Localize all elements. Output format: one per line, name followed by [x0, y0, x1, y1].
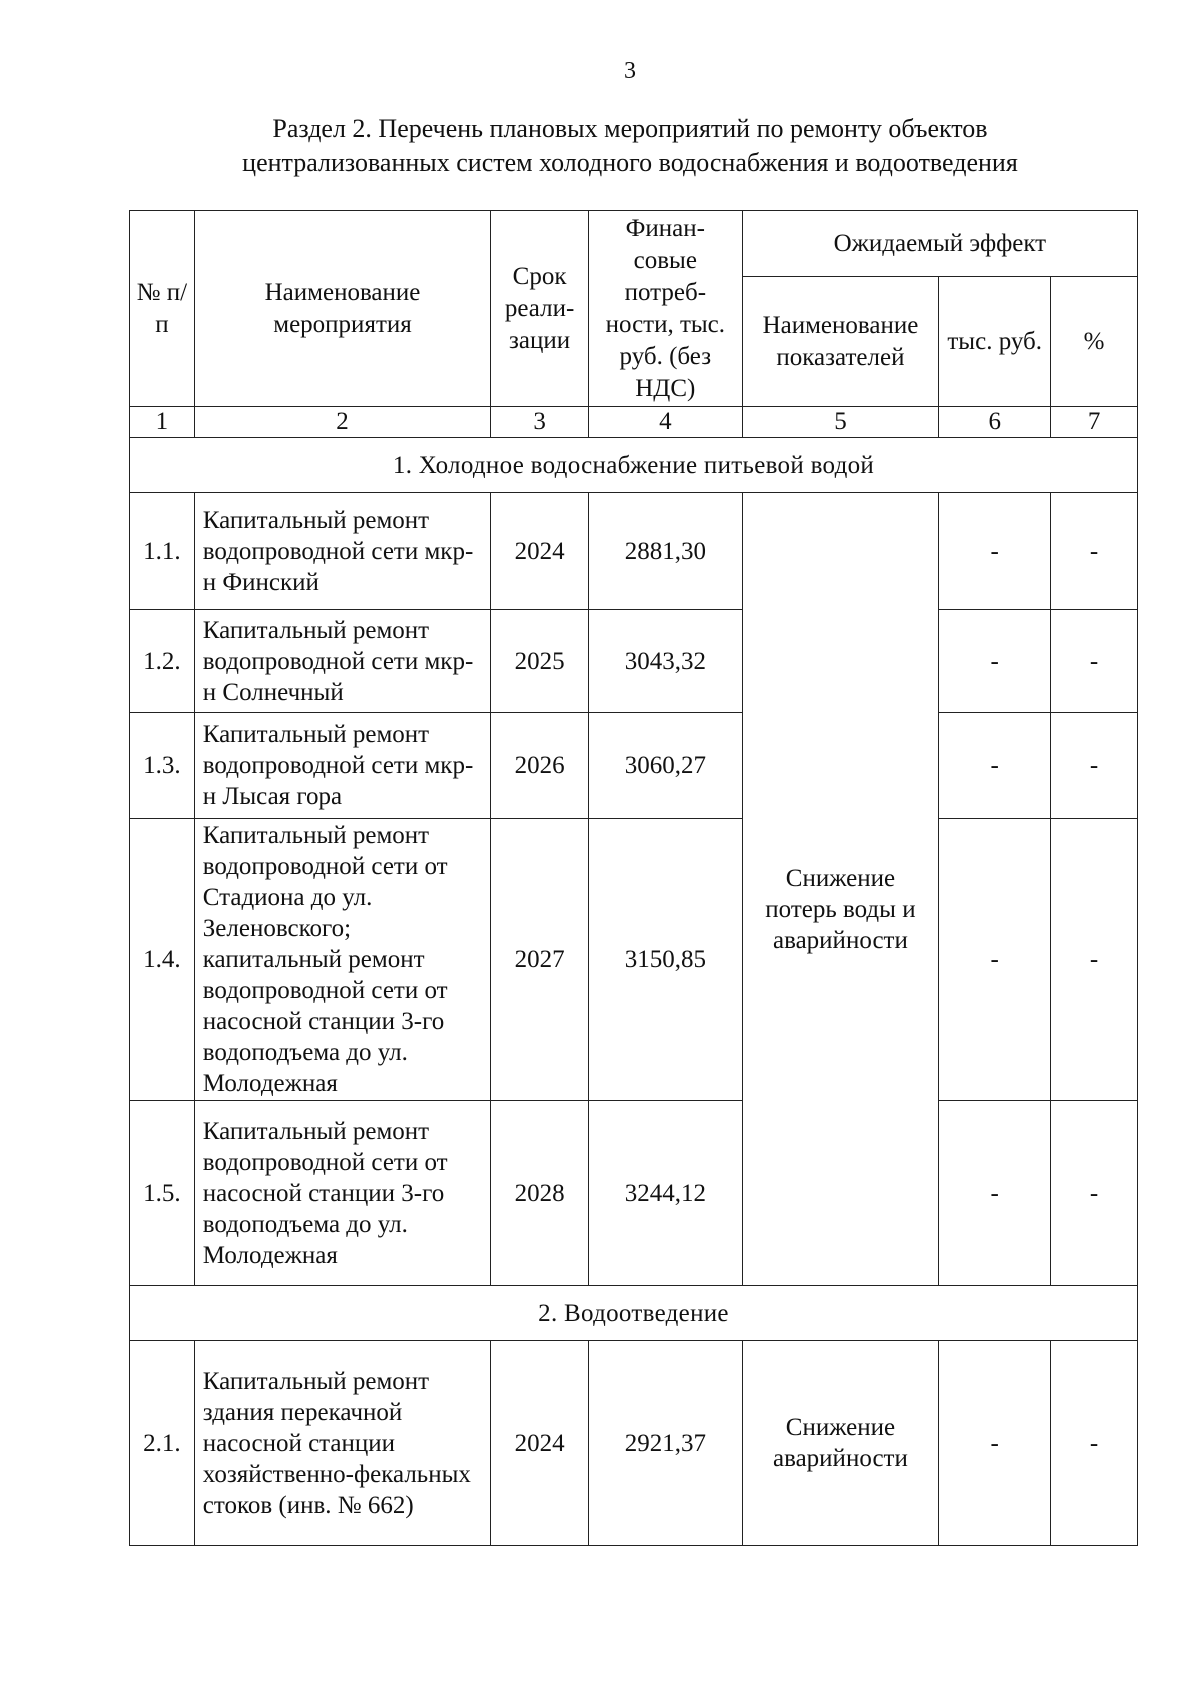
row-percent: - [1051, 610, 1138, 713]
row-amount: 3244,12 [588, 1101, 742, 1286]
row-num: 1.2. [130, 610, 195, 713]
section-title-line-1: Раздел 2. Перечень плановых мероприятий по ремонту объектов [272, 114, 988, 143]
row-amount: 3043,32 [588, 610, 742, 713]
column-number: 3 [491, 407, 589, 438]
row-percent: - [1051, 1101, 1138, 1286]
row-amount: 2921,37 [588, 1341, 742, 1546]
row-thousand-rub: - [939, 819, 1051, 1101]
table-row [130, 819, 1138, 1101]
row-amount: 3060,27 [588, 713, 742, 819]
header-name: Наименование мероприятия [194, 211, 490, 407]
row-activity-name: Капитальный ремонт водопроводной сети мкр-н Солнечный [194, 610, 490, 713]
row-num: 1.5. [130, 1101, 195, 1286]
effect-wastewater: Снижение аварийности [742, 1341, 939, 1546]
row-num: 1.4. [130, 819, 195, 1101]
row-activity-name: Капитальный ремонт водопроводной сети от Стадиона до ул. Зеленовского; капитальный ремонт водопроводной сети от насосной станции 3-го водоподъема до ул. Молодежная [194, 819, 490, 1101]
header-num: № п/п [130, 211, 195, 407]
row-percent: - [1051, 493, 1138, 610]
row-percent: - [1051, 713, 1138, 819]
row-year: 2028 [491, 1101, 589, 1286]
row-activity-name: Капитальный ремонт здания перекачной насосной станции хозяйственно-фекальных стоков (инв. № 662) [194, 1341, 490, 1546]
row-year: 2024 [491, 1341, 589, 1546]
row-activity-name: Капитальный ремонт водопроводной сети мкр-н Лысая гора [194, 713, 490, 819]
row-num: 1.3. [130, 713, 195, 819]
table-row [130, 610, 1138, 713]
row-num: 2.1. [130, 1341, 195, 1546]
row-year: 2026 [491, 713, 589, 819]
row-thousand-rub: - [939, 713, 1051, 819]
header-percent: % [1051, 277, 1138, 407]
header-thousand-rub: тыс. руб. [939, 277, 1051, 407]
row-thousand-rub: - [939, 493, 1051, 610]
table-row [130, 493, 1138, 610]
section-heading-wastewater: 2. Водоотведение [130, 1286, 1138, 1341]
table-row [130, 713, 1138, 819]
section-row [130, 1286, 1138, 1341]
page-number: 3 [624, 58, 636, 84]
column-number: 5 [742, 407, 939, 438]
column-number: 6 [939, 407, 1051, 438]
column-number: 7 [1051, 407, 1138, 438]
row-thousand-rub: - [939, 1341, 1051, 1546]
column-number: 2 [194, 407, 490, 438]
row-year: 2027 [491, 819, 589, 1101]
table-row [130, 1341, 1138, 1546]
row-amount: 3150,85 [588, 819, 742, 1101]
row-activity-name: Капитальный ремонт водопроводной сети мкр-н Финский [194, 493, 490, 610]
row-amount: 2881,30 [588, 493, 742, 610]
row-thousand-rub: - [939, 610, 1051, 713]
activities-table [129, 210, 1138, 1546]
section-title [0, 112, 1200, 180]
row-year: 2024 [491, 493, 589, 610]
header-finance: Финан-совые потреб-ности, тыс. руб. (без НДС) [588, 211, 742, 407]
row-thousand-rub: - [939, 1101, 1051, 1286]
row-percent: - [1051, 819, 1138, 1101]
column-number: 4 [588, 407, 742, 438]
row-percent: - [1051, 1341, 1138, 1546]
section-title-line-2: централизованных систем холодного водоснабжения и водоотведения [242, 148, 1018, 177]
header-effect: Ожидаемый эффект [742, 211, 1137, 277]
section-heading-cold-water: 1. Холодное водоснабжение питьевой водой [130, 438, 1138, 493]
row-activity-name: Капитальный ремонт водопроводной сети от насосной станции 3-го водоподъема до ул. Молодежная [194, 1101, 490, 1286]
column-numbers-row [130, 407, 1138, 438]
effect-cold-water: Снижение потерь воды и аварийности [742, 493, 939, 1286]
table-row [130, 1101, 1138, 1286]
row-num: 1.1. [130, 493, 195, 610]
section-row [130, 438, 1138, 493]
column-number: 1 [130, 407, 195, 438]
header-term: Срок реали-зации [491, 211, 589, 407]
header-indicator-name: Наименование показателей [742, 277, 939, 407]
row-year: 2025 [491, 610, 589, 713]
